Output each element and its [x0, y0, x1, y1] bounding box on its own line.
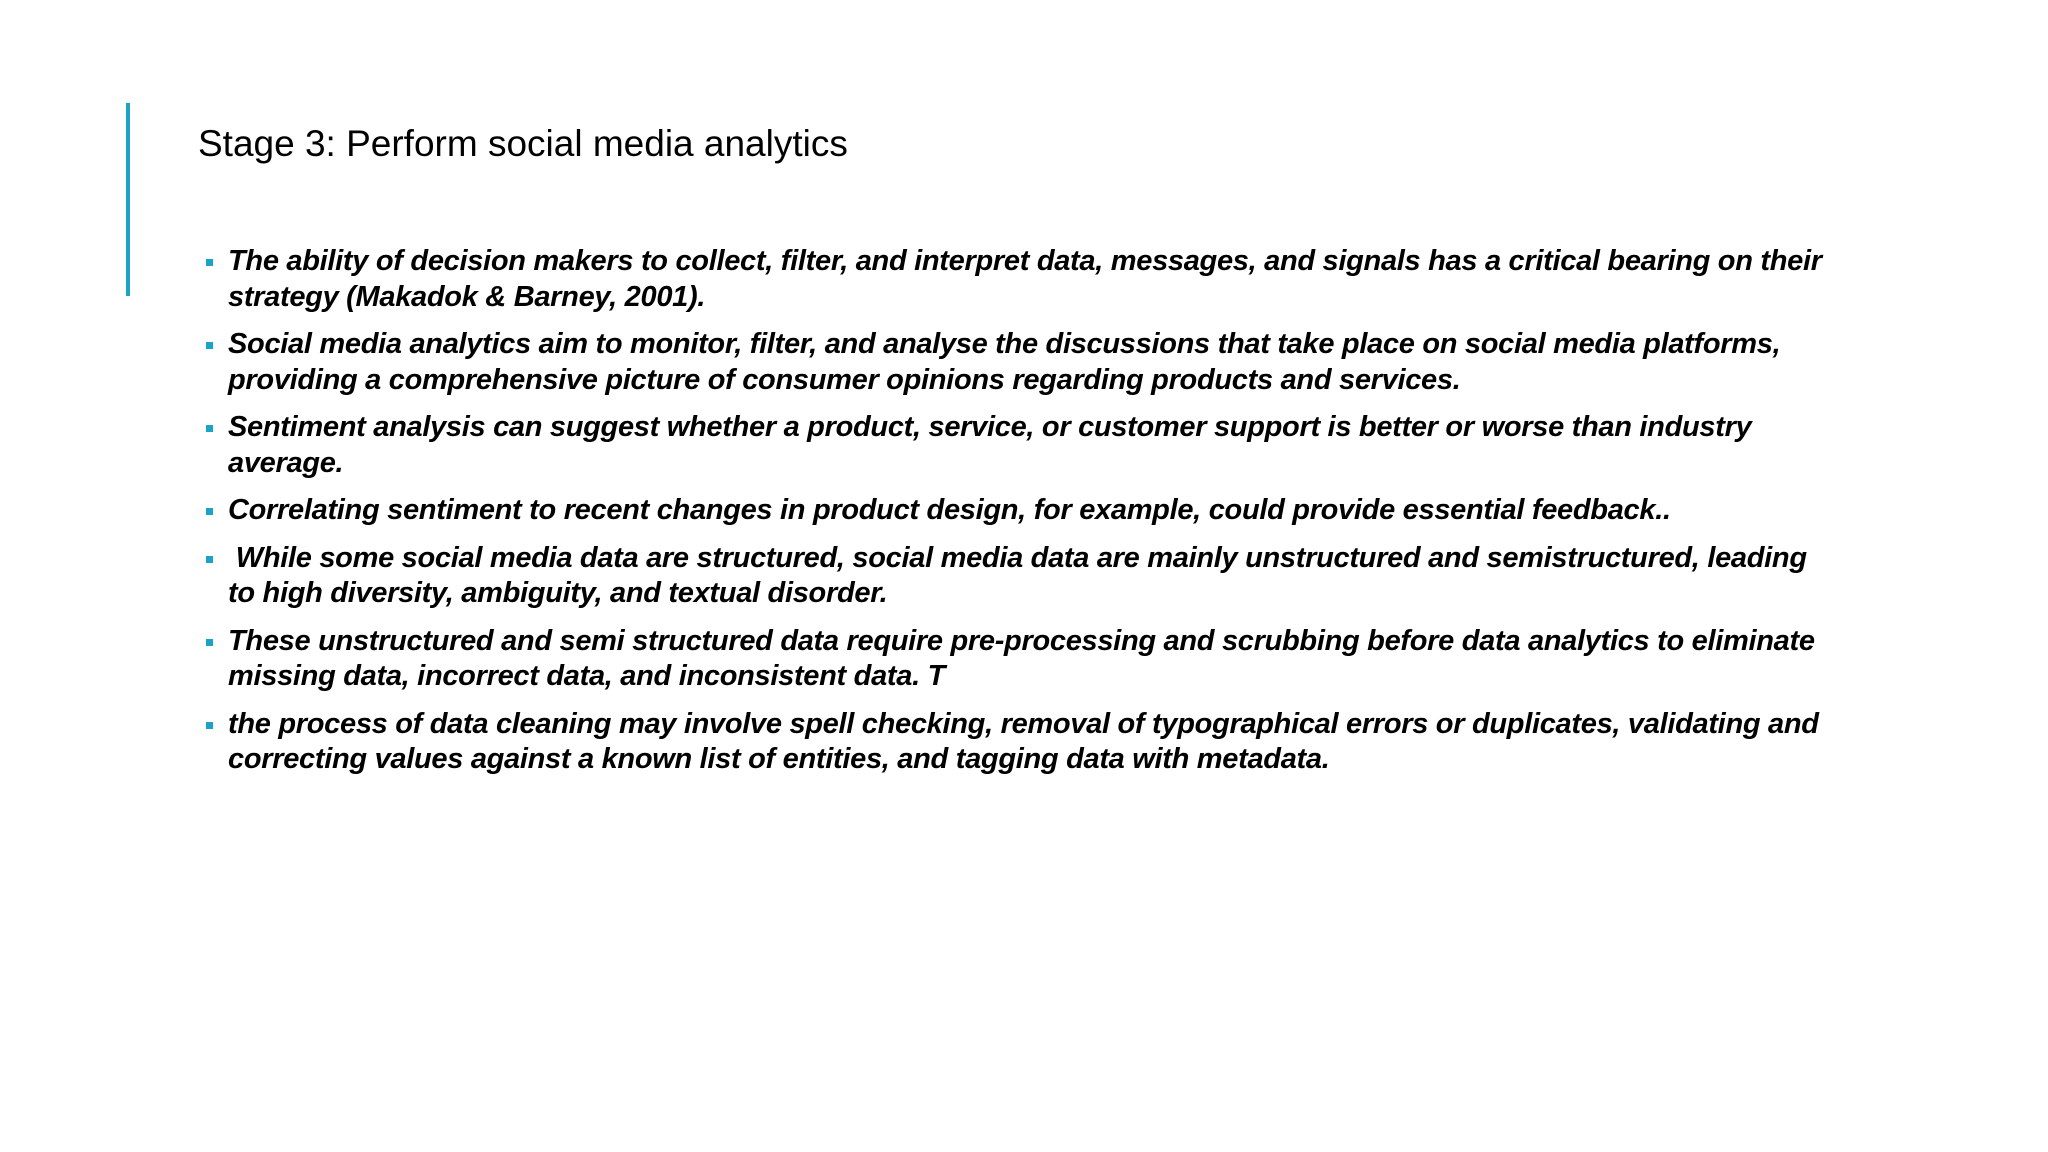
- bullet-item-5: [198, 541, 1838, 612]
- square-bullet-icon: [206, 425, 213, 432]
- bullet-text: The ability of decision makers to collect, filter, and interpret data, messages, and signals has a critical bearing on their strategy (Makadok & Barney, 2001).: [228, 245, 1822, 313]
- square-bullet-icon: [206, 639, 213, 646]
- square-bullet-icon: [206, 722, 213, 729]
- bullet-item-3: [198, 410, 1838, 481]
- accent-bar: [126, 103, 130, 296]
- bullet-list: [198, 244, 1838, 790]
- bullet-text: Correlating sentiment to recent changes in product design, for example, could provide essential feedback..: [228, 494, 1671, 526]
- square-bullet-icon: [206, 508, 213, 515]
- bullet-text: Sentiment analysis can suggest whether a product, service, or customer support is better or worse than industry average.: [228, 411, 1752, 479]
- bullet-text: Social media analytics aim to monitor, filter, and analyse the discussions that take place on social media platforms, providing a comprehensive picture of consumer opinions regarding products and services.: [228, 328, 1781, 396]
- bullet-item-4: [198, 493, 1838, 529]
- bullet-item-1: [198, 244, 1838, 315]
- bullet-item-7: [198, 707, 1838, 778]
- slide-title: Stage 3: Perform social media analytics: [198, 123, 848, 164]
- bullet-text: These unstructured and semi structured data require pre-processing and scrubbing before data analytics to eliminate missing data, incorrect data, and inconsistent data. T: [228, 624, 1815, 692]
- bullet-item-2: [198, 327, 1838, 398]
- square-bullet-icon: [206, 259, 213, 266]
- bullet-text: the process of data cleaning may involve spell checking, removal of typographical errors or duplicates, validating and correcting values against a known list of entities, and tagging data with metadata.: [228, 707, 1819, 775]
- bullet-text: While some social media data are structured, social media data are mainly unstructured and semistructured, leading to high diversity, ambiguity, and textual disorder.: [228, 541, 1815, 609]
- bullet-item-6: [198, 624, 1838, 695]
- square-bullet-icon: [206, 342, 213, 349]
- square-bullet-icon: [206, 556, 213, 563]
